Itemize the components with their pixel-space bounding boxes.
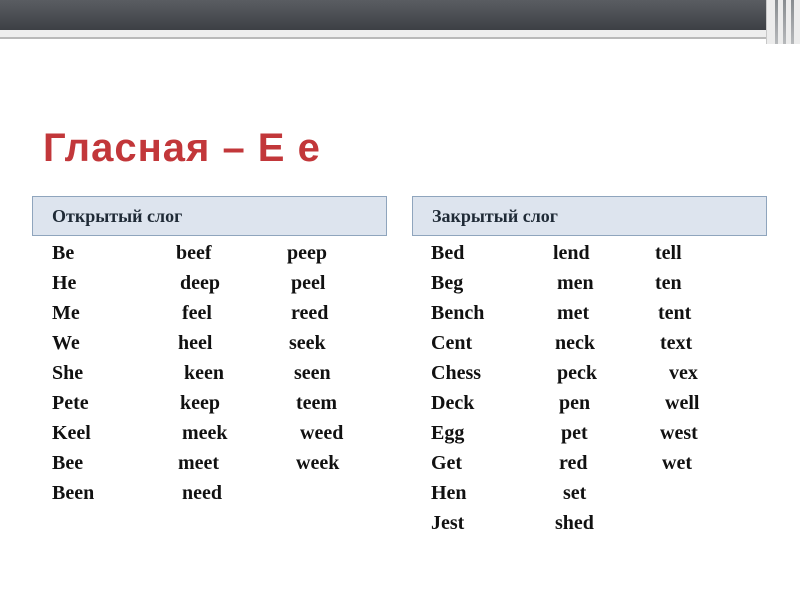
closed-syllable-word: shed xyxy=(555,512,594,534)
open-syllable-word: peep xyxy=(287,242,327,264)
closed-syllable-word: red xyxy=(559,452,588,474)
open-syllable-word: Keel xyxy=(52,422,91,444)
open-syllable-header: Открытый слог xyxy=(32,196,387,236)
open-syllable-word: Me xyxy=(52,302,80,324)
closed-syllable-word: lend xyxy=(553,242,590,264)
open-syllable-word: deep xyxy=(180,272,220,294)
open-syllable-word: meet xyxy=(178,452,220,474)
closed-syllable-word: pet xyxy=(561,422,588,444)
open-syllable-word: teem xyxy=(296,392,338,414)
closed-syllable-word: Jest xyxy=(431,512,465,534)
open-syllable-word: Bee xyxy=(52,452,84,474)
closed-syllable-word: set xyxy=(563,482,587,504)
open-syllable-word: week xyxy=(296,452,340,474)
closed-syllable-word: neck xyxy=(555,332,595,354)
closed-syllable-word: Hen xyxy=(431,482,467,504)
closed-syllable-word: ten xyxy=(655,272,682,294)
closed-syllable-word: tell xyxy=(655,242,682,264)
open-syllable-word: He xyxy=(52,272,77,294)
slide-top-line xyxy=(0,37,800,39)
open-syllable-word: heel xyxy=(178,332,213,354)
closed-syllable-word: Bed xyxy=(431,242,465,264)
open-syllable-word: She xyxy=(52,362,84,384)
closed-syllable-word: vex xyxy=(669,362,698,384)
closed-syllable-word: text xyxy=(660,332,693,354)
closed-syllable-word: pen xyxy=(559,392,591,414)
closed-syllable-word: Bench xyxy=(431,302,485,324)
open-syllable-word: need xyxy=(182,482,222,504)
open-syllable-word: meek xyxy=(182,422,228,444)
closed-syllable-word: men xyxy=(557,272,594,294)
open-syllable-word: peel xyxy=(291,272,326,294)
closed-syllable-header: Закрытый слог xyxy=(412,196,767,236)
slide-top-bar xyxy=(0,0,800,30)
closed-syllable-word: Get xyxy=(431,452,463,474)
open-syllable-word: reed xyxy=(291,302,329,324)
closed-syllable-word: Egg xyxy=(431,422,465,444)
slide-title: Гласная – Е е xyxy=(43,126,321,170)
open-syllable-word: beef xyxy=(176,242,212,264)
closed-syllable-word: Beg xyxy=(431,272,464,294)
open-syllable-word: Be xyxy=(52,242,75,264)
closed-syllable-word: Cent xyxy=(431,332,473,354)
open-syllable-word: Pete xyxy=(52,392,89,414)
closed-syllable-word: well xyxy=(665,392,700,414)
open-syllable-word: seen xyxy=(294,362,331,384)
corner-stripe xyxy=(791,0,794,44)
closed-syllable-word: Deck xyxy=(431,392,475,414)
open-syllable-word: Been xyxy=(52,482,95,504)
closed-syllable-word: peck xyxy=(557,362,597,384)
slide-corner-tab xyxy=(766,0,800,44)
open-syllable-word: weed xyxy=(300,422,344,444)
open-syllable-word: feel xyxy=(182,302,212,324)
open-syllable-word: keen xyxy=(184,362,224,384)
open-syllable-word: We xyxy=(52,332,80,354)
closed-syllable-word: west xyxy=(660,422,698,444)
closed-syllable-word: wet xyxy=(662,452,692,474)
closed-syllable-word: Chess xyxy=(431,362,482,384)
corner-stripe xyxy=(775,0,778,44)
open-syllable-word: seek xyxy=(289,332,326,354)
open-syllable-word: keep xyxy=(180,392,220,414)
corner-stripe xyxy=(783,0,786,44)
closed-syllable-word: met xyxy=(557,302,590,324)
closed-syllable-word: tent xyxy=(658,302,692,324)
